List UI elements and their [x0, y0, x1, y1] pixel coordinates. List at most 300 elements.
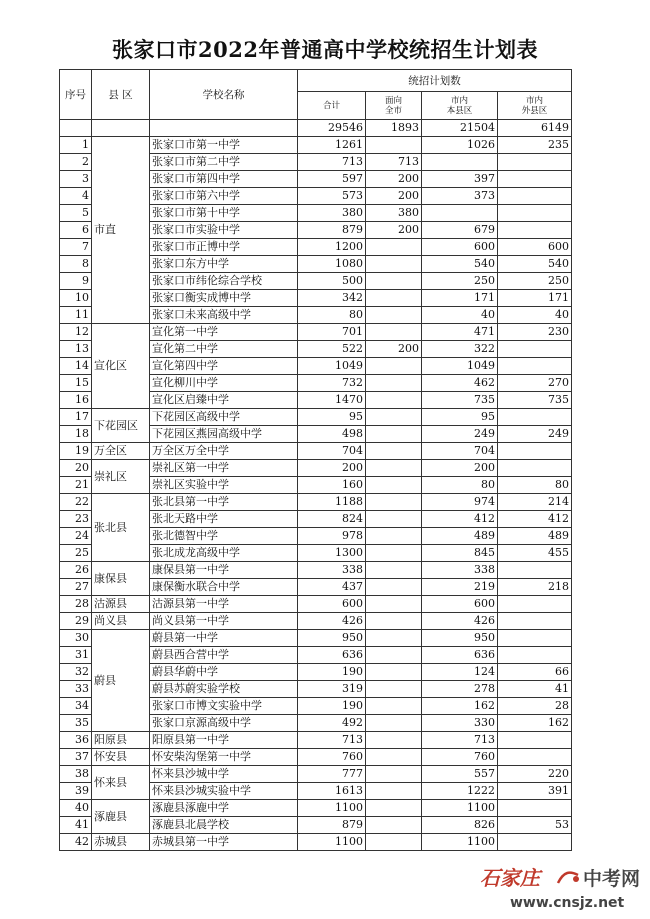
- row-index: 20: [60, 460, 92, 477]
- school-name: 赤城县第一中学: [150, 834, 298, 851]
- school-name: 张家口市博文实验中学: [150, 698, 298, 715]
- total-sum: 29546: [298, 120, 366, 137]
- plan-citywide: [366, 477, 422, 494]
- row-index: 18: [60, 426, 92, 443]
- school-name: 张家口市第六中学: [150, 188, 298, 205]
- school-name: 崇礼区实验中学: [150, 477, 298, 494]
- plan-citywide: [366, 392, 422, 409]
- header-plan-group: 统招计划数: [298, 70, 572, 92]
- plan-total: 160: [298, 477, 366, 494]
- plan-local-county: 974: [422, 494, 498, 511]
- county-name: 沽源县: [92, 596, 150, 613]
- school-name: 张家口东方中学: [150, 256, 298, 273]
- school-name: 张家口市实验中学: [150, 222, 298, 239]
- plan-other-county: [498, 749, 572, 766]
- table-row: [60, 732, 572, 749]
- plan-local-county: 1100: [422, 834, 498, 851]
- header-county: 县 区: [92, 70, 150, 120]
- plan-other-county: [498, 443, 572, 460]
- plan-citywide: [366, 375, 422, 392]
- plan-total: 319: [298, 681, 366, 698]
- plan-local-county: 760: [422, 749, 498, 766]
- row-index: 7: [60, 239, 92, 256]
- row-index: 27: [60, 579, 92, 596]
- plan-total: 522: [298, 341, 366, 358]
- plan-local-county: 330: [422, 715, 498, 732]
- plan-local-county: 162: [422, 698, 498, 715]
- plan-local-county: 704: [422, 443, 498, 460]
- table-row: [60, 460, 572, 477]
- plan-other-county: 735: [498, 392, 572, 409]
- plan-total: 879: [298, 222, 366, 239]
- plan-total: 200: [298, 460, 366, 477]
- plan-local-county: 322: [422, 341, 498, 358]
- row-index: 16: [60, 392, 92, 409]
- plan-total: 636: [298, 647, 366, 664]
- plan-citywide: [366, 137, 422, 154]
- school-name: 张北德智中学: [150, 528, 298, 545]
- watermark-site: 中考网: [583, 868, 641, 890]
- plan-citywide: [366, 817, 422, 834]
- plan-total: 95: [298, 409, 366, 426]
- school-name: 张北县第一中学: [150, 494, 298, 511]
- school-name: 怀安柴沟堡第一中学: [150, 749, 298, 766]
- table-row: [60, 494, 572, 511]
- row-index: 33: [60, 681, 92, 698]
- plan-other-county: [498, 341, 572, 358]
- table-row: [60, 749, 572, 766]
- plan-other-county: [498, 222, 572, 239]
- school-name: 康保衡水联合中学: [150, 579, 298, 596]
- page-title: 张家口市2022年普通高中学校统招生计划表: [112, 37, 538, 62]
- county-name: 蔚县: [92, 630, 150, 732]
- school-name: 张家口市第十中学: [150, 205, 298, 222]
- plan-citywide: [366, 239, 422, 256]
- school-name: 宣化柳川中学: [150, 375, 298, 392]
- plan-citywide: [366, 545, 422, 562]
- site-watermark: [480, 862, 650, 919]
- plan-other-county: 40: [498, 307, 572, 324]
- school-name: 张家口京源高级中学: [150, 715, 298, 732]
- plan-local-county: 373: [422, 188, 498, 205]
- row-index: 26: [60, 562, 92, 579]
- plan-citywide: [366, 766, 422, 783]
- plan-local-county: 124: [422, 664, 498, 681]
- school-name: 蔚县第一中学: [150, 630, 298, 647]
- plan-local-county: 80: [422, 477, 498, 494]
- plan-citywide: [366, 613, 422, 630]
- plan-total: 342: [298, 290, 366, 307]
- row-index: 17: [60, 409, 92, 426]
- school-name: 涿鹿县涿鹿中学: [150, 800, 298, 817]
- plan-citywide: [366, 664, 422, 681]
- plan-local-county: 95: [422, 409, 498, 426]
- plan-other-county: 218: [498, 579, 572, 596]
- plan-total: 879: [298, 817, 366, 834]
- plan-other-county: 214: [498, 494, 572, 511]
- school-name: 崇礼区第一中学: [150, 460, 298, 477]
- table-row: [60, 324, 572, 341]
- plan-citywide: [366, 715, 422, 732]
- header-other-county: 市内 外县区: [498, 92, 572, 120]
- plan-citywide: [366, 698, 422, 715]
- header-school: 学校名称: [150, 70, 298, 120]
- enrollment-plan-table: [59, 69, 572, 851]
- plan-local-county: 845: [422, 545, 498, 562]
- plan-total: 437: [298, 579, 366, 596]
- school-name: 宣化第二中学: [150, 341, 298, 358]
- plan-total: 1100: [298, 834, 366, 851]
- table-row: [60, 613, 572, 630]
- county-name: 万全区: [92, 443, 150, 460]
- school-name: 下花园区高级中学: [150, 409, 298, 426]
- plan-citywide: 713: [366, 154, 422, 171]
- row-index: 9: [60, 273, 92, 290]
- school-name: 张家口市纬伦综合学校: [150, 273, 298, 290]
- plan-total: 1613: [298, 783, 366, 800]
- school-name: 宣化第一中学: [150, 324, 298, 341]
- county-name: 张北县: [92, 494, 150, 562]
- plan-other-county: 391: [498, 783, 572, 800]
- row-index: 6: [60, 222, 92, 239]
- plan-local-county: 1222: [422, 783, 498, 800]
- row-index: 34: [60, 698, 92, 715]
- plan-citywide: [366, 409, 422, 426]
- plan-citywide: [366, 426, 422, 443]
- watermark-logo-icon: [556, 869, 580, 887]
- citywide-sum: 1893: [366, 120, 422, 137]
- plan-other-county: [498, 647, 572, 664]
- plan-total: 713: [298, 732, 366, 749]
- plan-local-county: 397: [422, 171, 498, 188]
- school-name: 蔚县华蔚中学: [150, 664, 298, 681]
- school-name: 下花园区燕园高级中学: [150, 426, 298, 443]
- row-index: 2: [60, 154, 92, 171]
- school-name: 阳原县第一中学: [150, 732, 298, 749]
- plan-citywide: 200: [366, 188, 422, 205]
- plan-local-county: 426: [422, 613, 498, 630]
- plan-total: 1049: [298, 358, 366, 375]
- plan-total: 1188: [298, 494, 366, 511]
- row-index: 25: [60, 545, 92, 562]
- plan-local-county: 489: [422, 528, 498, 545]
- plan-other-county: 41: [498, 681, 572, 698]
- plan-citywide: [366, 443, 422, 460]
- plan-other-county: 489: [498, 528, 572, 545]
- row-index: 30: [60, 630, 92, 647]
- totals-row: [60, 120, 572, 137]
- plan-total: 824: [298, 511, 366, 528]
- row-index: 5: [60, 205, 92, 222]
- county-name: 涿鹿县: [92, 800, 150, 834]
- table-row: [60, 630, 572, 647]
- school-name: 张家口未来高级中学: [150, 307, 298, 324]
- row-index: 15: [60, 375, 92, 392]
- plan-local-county: 1100: [422, 800, 498, 817]
- row-index: 14: [60, 358, 92, 375]
- plan-local-county: 462: [422, 375, 498, 392]
- row-index: 32: [60, 664, 92, 681]
- plan-other-county: [498, 596, 572, 613]
- row-index: 11: [60, 307, 92, 324]
- school-name: 宣化区启臻中学: [150, 392, 298, 409]
- plan-total: 732: [298, 375, 366, 392]
- plan-citywide: [366, 732, 422, 749]
- plan-total: 573: [298, 188, 366, 205]
- plan-total: 1300: [298, 545, 366, 562]
- plan-other-county: 455: [498, 545, 572, 562]
- table-row: [60, 443, 572, 460]
- school-name: 万全区万全中学: [150, 443, 298, 460]
- plan-total: 1200: [298, 239, 366, 256]
- school-name: 康保县第一中学: [150, 562, 298, 579]
- plan-citywide: [366, 273, 422, 290]
- plan-local-county: [422, 205, 498, 222]
- school-name: 张北成龙高级中学: [150, 545, 298, 562]
- county-name: 怀安县: [92, 749, 150, 766]
- county-name: 尚义县: [92, 613, 150, 630]
- plan-local-county: 540: [422, 256, 498, 273]
- plan-local-county: 1049: [422, 358, 498, 375]
- header-total: 合计: [298, 92, 366, 120]
- plan-other-county: 162: [498, 715, 572, 732]
- plan-other-county: [498, 613, 572, 630]
- plan-local-county: [422, 154, 498, 171]
- row-index: 24: [60, 528, 92, 545]
- plan-other-county: [498, 834, 572, 851]
- county-name: 赤城县: [92, 834, 150, 851]
- plan-total: 950: [298, 630, 366, 647]
- header-index: 序号: [60, 70, 92, 120]
- row-index: 19: [60, 443, 92, 460]
- plan-total: 777: [298, 766, 366, 783]
- plan-citywide: [366, 647, 422, 664]
- county-name: 怀来县: [92, 766, 150, 800]
- plan-local-county: 735: [422, 392, 498, 409]
- plan-citywide: [366, 783, 422, 800]
- county-name: 康保县: [92, 562, 150, 596]
- plan-local-county: 219: [422, 579, 498, 596]
- plan-citywide: 200: [366, 171, 422, 188]
- plan-citywide: [366, 630, 422, 647]
- row-index: 13: [60, 341, 92, 358]
- school-name: 张家口市第二中学: [150, 154, 298, 171]
- plan-other-county: 28: [498, 698, 572, 715]
- school-name: 宣化第四中学: [150, 358, 298, 375]
- table-row: [60, 562, 572, 579]
- row-index: 41: [60, 817, 92, 834]
- plan-total: 500: [298, 273, 366, 290]
- plan-total: 380: [298, 205, 366, 222]
- plan-total: 600: [298, 596, 366, 613]
- plan-total: 1080: [298, 256, 366, 273]
- plan-citywide: [366, 290, 422, 307]
- plan-other-county: 171: [498, 290, 572, 307]
- plan-total: 498: [298, 426, 366, 443]
- plan-total: 597: [298, 171, 366, 188]
- row-index: 39: [60, 783, 92, 800]
- plan-other-county: [498, 205, 572, 222]
- school-name: 张家口衡实成博中学: [150, 290, 298, 307]
- header-local-county: 市内 本县区: [422, 92, 498, 120]
- county-name: 下花园区: [92, 409, 150, 443]
- row-index: 8: [60, 256, 92, 273]
- plan-other-county: [498, 460, 572, 477]
- row-index: 3: [60, 171, 92, 188]
- row-index: 12: [60, 324, 92, 341]
- table-body: [60, 137, 572, 851]
- row-index: 42: [60, 834, 92, 851]
- plan-citywide: [366, 596, 422, 613]
- plan-other-county: 53: [498, 817, 572, 834]
- plan-total: 701: [298, 324, 366, 341]
- plan-other-county: [498, 154, 572, 171]
- plan-local-county: 636: [422, 647, 498, 664]
- plan-local-county: 600: [422, 596, 498, 613]
- plan-local-county: 679: [422, 222, 498, 239]
- plan-citywide: [366, 749, 422, 766]
- plan-total: 1470: [298, 392, 366, 409]
- county-name: 阳原县: [92, 732, 150, 749]
- plan-local-county: 250: [422, 273, 498, 290]
- row-index: 35: [60, 715, 92, 732]
- row-index: 37: [60, 749, 92, 766]
- plan-total: 190: [298, 664, 366, 681]
- plan-citywide: [366, 494, 422, 511]
- plan-local-county: 713: [422, 732, 498, 749]
- plan-other-county: [498, 732, 572, 749]
- row-index: 1: [60, 137, 92, 154]
- plan-total: 1100: [298, 800, 366, 817]
- row-index: 4: [60, 188, 92, 205]
- county-name: 市直: [92, 137, 150, 324]
- plan-total: 760: [298, 749, 366, 766]
- row-index: 36: [60, 732, 92, 749]
- plan-citywide: [366, 800, 422, 817]
- plan-citywide: [366, 528, 422, 545]
- plan-local-county: 171: [422, 290, 498, 307]
- plan-total: 426: [298, 613, 366, 630]
- plan-total: 80: [298, 307, 366, 324]
- table-row: [60, 800, 572, 817]
- row-index: 23: [60, 511, 92, 528]
- plan-other-county: 540: [498, 256, 572, 273]
- plan-other-county: 250: [498, 273, 572, 290]
- plan-total: 1261: [298, 137, 366, 154]
- plan-citywide: 200: [366, 341, 422, 358]
- plan-local-county: 412: [422, 511, 498, 528]
- plan-local-county: 826: [422, 817, 498, 834]
- school-name: 张家口市第四中学: [150, 171, 298, 188]
- local-county-sum: 21504: [422, 120, 498, 137]
- plan-other-county: [498, 800, 572, 817]
- school-name: 张家口市正博中学: [150, 239, 298, 256]
- plan-citywide: [366, 358, 422, 375]
- watermark-brand: 石家庄: [480, 866, 540, 890]
- row-index: 40: [60, 800, 92, 817]
- plan-other-county: 600: [498, 239, 572, 256]
- plan-other-county: [498, 409, 572, 426]
- row-index: 21: [60, 477, 92, 494]
- row-index: 31: [60, 647, 92, 664]
- other-county-sum: 6149: [498, 120, 572, 137]
- table-row: [60, 137, 572, 154]
- row-index: 22: [60, 494, 92, 511]
- plan-other-county: 249: [498, 426, 572, 443]
- plan-local-county: 950: [422, 630, 498, 647]
- county-name: 崇礼区: [92, 460, 150, 494]
- plan-other-county: [498, 358, 572, 375]
- school-name: 怀来县沙城实验中学: [150, 783, 298, 800]
- plan-local-county: 471: [422, 324, 498, 341]
- row-index: 38: [60, 766, 92, 783]
- plan-local-county: 600: [422, 239, 498, 256]
- school-name: 沽源县第一中学: [150, 596, 298, 613]
- plan-citywide: 200: [366, 222, 422, 239]
- plan-local-county: 557: [422, 766, 498, 783]
- row-index: 28: [60, 596, 92, 613]
- plan-other-county: [498, 630, 572, 647]
- plan-total: 338: [298, 562, 366, 579]
- plan-other-county: [498, 171, 572, 188]
- plan-citywide: [366, 324, 422, 341]
- plan-total: 190: [298, 698, 366, 715]
- school-name: 蔚县西合营中学: [150, 647, 298, 664]
- school-name: 蔚县苏蔚实验学校: [150, 681, 298, 698]
- plan-total: 978: [298, 528, 366, 545]
- plan-other-county: 220: [498, 766, 572, 783]
- plan-local-county: 40: [422, 307, 498, 324]
- plan-other-county: 66: [498, 664, 572, 681]
- plan-citywide: [366, 834, 422, 851]
- school-name: 张家口市第一中学: [150, 137, 298, 154]
- plan-other-county: [498, 188, 572, 205]
- row-index: 10: [60, 290, 92, 307]
- plan-citywide: [366, 579, 422, 596]
- table-row: [60, 834, 572, 851]
- plan-total: 492: [298, 715, 366, 732]
- plan-other-county: 270: [498, 375, 572, 392]
- plan-other-county: 235: [498, 137, 572, 154]
- plan-citywide: [366, 681, 422, 698]
- plan-citywide: 380: [366, 205, 422, 222]
- school-name: 尚义县第一中学: [150, 613, 298, 630]
- plan-total: 704: [298, 443, 366, 460]
- header-citywide: 面向 全市: [366, 92, 422, 120]
- table-row: [60, 596, 572, 613]
- plan-citywide: [366, 511, 422, 528]
- table-row: [60, 766, 572, 783]
- table-row: [60, 409, 572, 426]
- plan-citywide: [366, 460, 422, 477]
- school-name: 涿鹿县北晨学校: [150, 817, 298, 834]
- school-name: 怀来县沙城中学: [150, 766, 298, 783]
- plan-other-county: [498, 562, 572, 579]
- plan-total: 713: [298, 154, 366, 171]
- plan-local-county: 338: [422, 562, 498, 579]
- county-name: 宣化区: [92, 324, 150, 409]
- plan-citywide: [366, 562, 422, 579]
- plan-other-county: 230: [498, 324, 572, 341]
- plan-local-county: 1026: [422, 137, 498, 154]
- plan-local-county: 278: [422, 681, 498, 698]
- school-name: 张北天路中学: [150, 511, 298, 528]
- plan-local-county: 200: [422, 460, 498, 477]
- plan-other-county: 80: [498, 477, 572, 494]
- plan-citywide: [366, 307, 422, 324]
- plan-other-county: 412: [498, 511, 572, 528]
- watermark-url: www.cnsjz.net: [510, 895, 625, 911]
